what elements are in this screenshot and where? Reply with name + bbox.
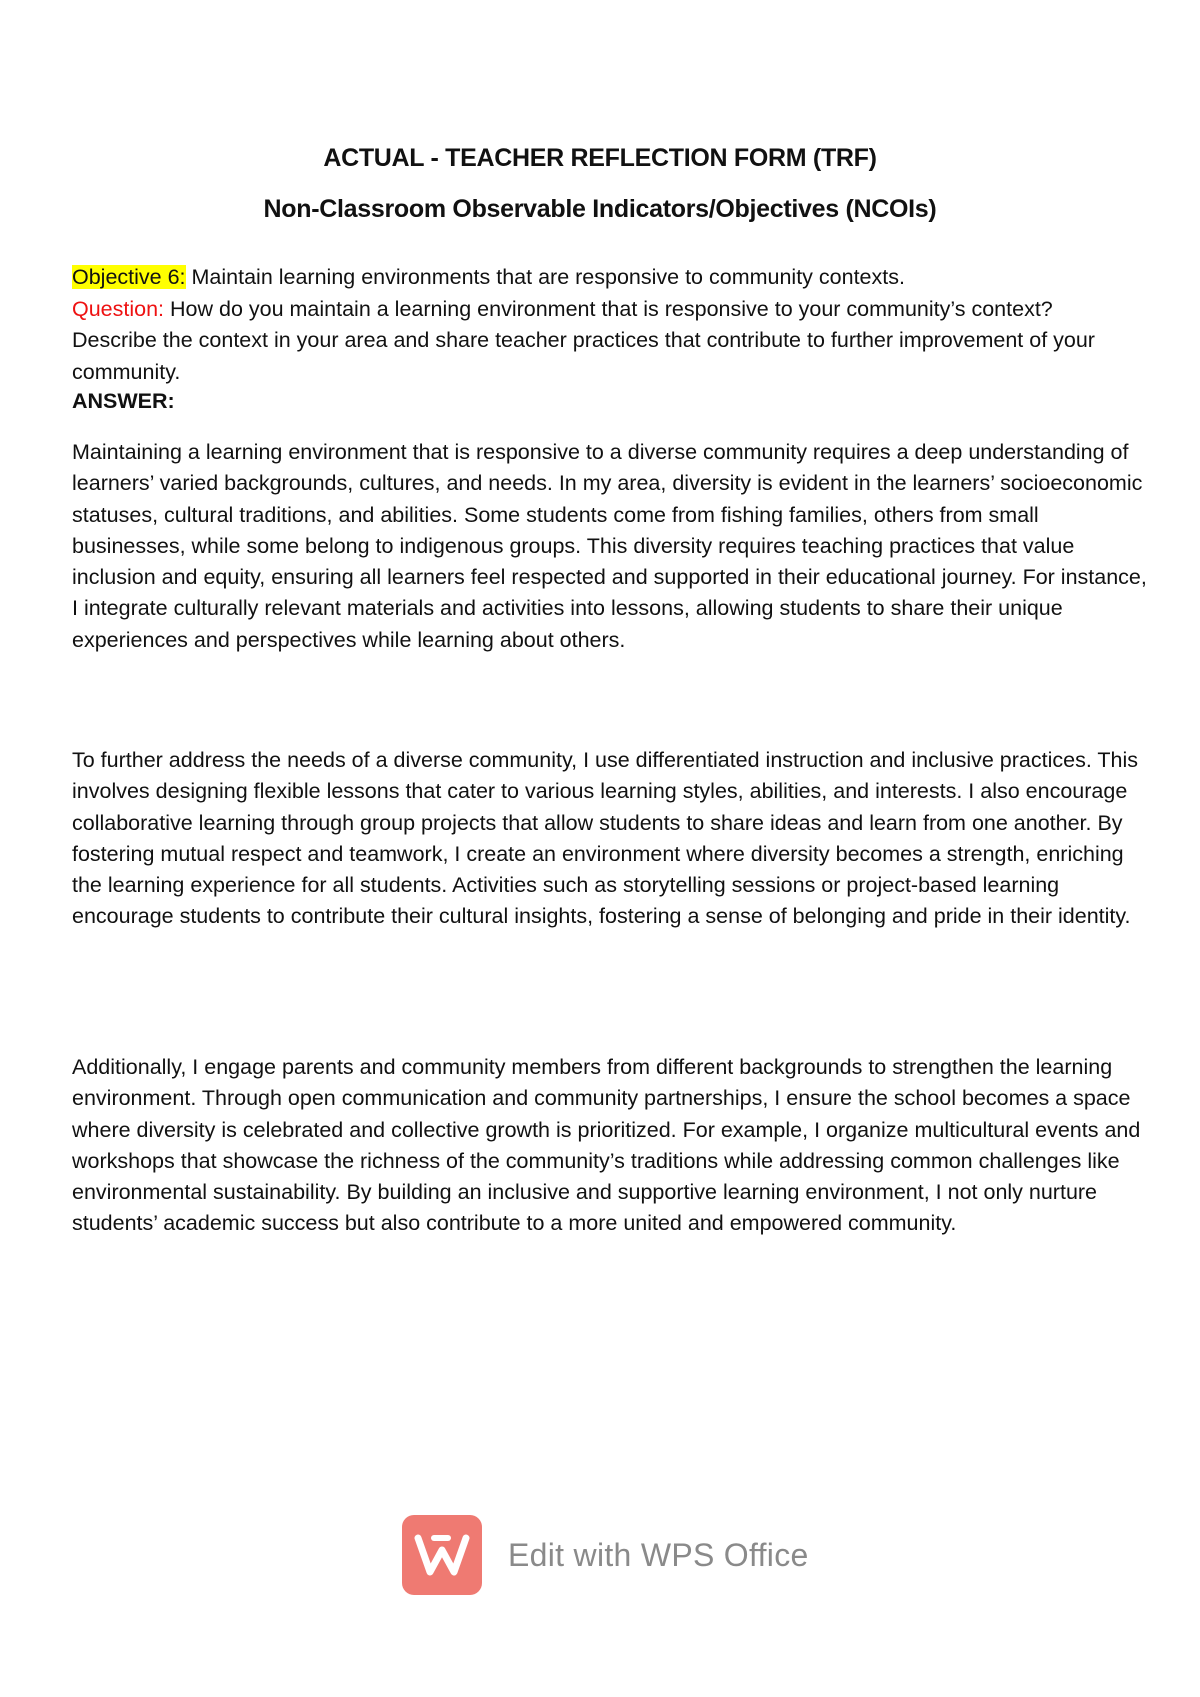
answer-paragraph-1: Maintaining a learning environment that is responsive to a diverse community requires a deep understanding of learners’ varied backgrounds, cultures, and needs. In my area, diversity is evident in the learners’ socioeconomic statuses, cultural traditions, and abilities. Some students come from fishing families, others from small businesses, while some belong to indigenous groups. This diversity requires teaching practices that value inclusion and equity, ensuring all learners feel respected and supported in their educational journey. For instance, I integrate culturally relevant materials and activities into lessons, allowing students to share their unique experiences and perspectives while learning about others. [72,440,1147,652]
objective-label: Objective 6: [72,265,186,289]
form-subtitle: Non-Classroom Observable Indicators/Objectives (NCOIs) [263,195,937,223]
question-text: How do you maintain a learning environment that is responsive to your community’s context? Describe the context in your area and share teacher practices that contribute to further improvement of your community. [72,296,1095,384]
objective-prompt [72,262,1142,414]
answer-label: ANSWER: [72,389,175,413]
answer-paragraph-3: Additionally, I engage parents and community members from different backgrounds to strengthen the learning environment. Through open communication and community partnerships, I ensure the school becomes a space where diversity is celebrated and collective growth is prioritized. For example, I organize multicultural events and workshops that showcase the richness of the community’s traditions while addressing common challenges like environmental sustainability. By building an inclusive and supportive learning environment, I not only nurture students’ academic success but also contribute to a more united and empowered community. [72,1055,1141,1236]
answer-paragraph-2: To further address the needs of a diverse community, I use differentiated instruction and inclusive practices. This involves designing flexible lessons that cater to various learning styles, abilities, and interests. I also encourage collaborative learning through group projects that allow students to share ideas and learn from one another. By fostering mutual respect and teamwork, I create an environment where diversity becomes a strength, enriching the learning experience for all students. Activities such as storytelling sessions or project-based learning encourage students to contribute their cultural insights, fostering a sense of belonging and pride in their identity. [72,748,1138,929]
objective-text: Maintain learning environments that are responsive to community contexts. [185,265,905,289]
wps-watermark [402,1514,809,1596]
wps-watermark-text: Edit with WPS Office [508,1536,809,1573]
question-label: Question: [72,296,165,321]
wps-logo-icon [402,1515,482,1595]
form-title: ACTUAL - TEACHER REFLECTION FORM (TRF) [323,144,877,172]
